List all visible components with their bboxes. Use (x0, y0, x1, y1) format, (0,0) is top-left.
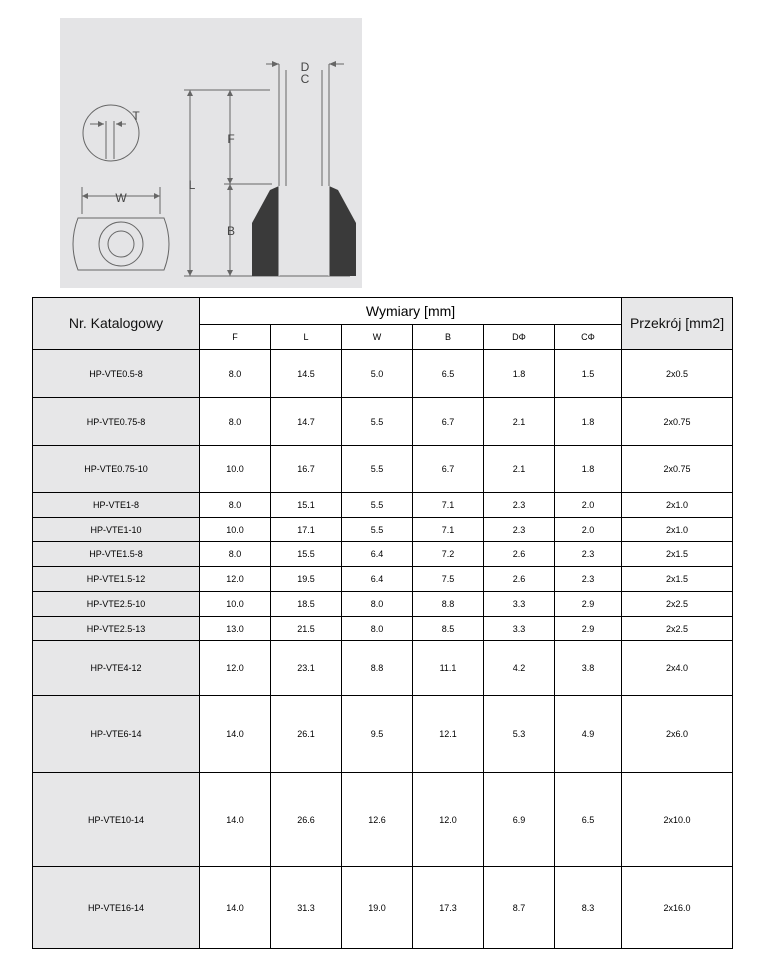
cell-l: 26.1 (271, 696, 342, 773)
t-arrowhead-right (116, 121, 122, 127)
cell-code: HP-VTE1-10 (33, 518, 200, 542)
cell-c: 1.8 (555, 446, 622, 493)
cell-l: 15.5 (271, 542, 342, 567)
f-arrowhead-bottom (227, 178, 233, 184)
cell-code: HP-VTE1-8 (33, 493, 200, 518)
cell-c: 8.3 (555, 867, 622, 949)
cell-code: HP-VTE16-14 (33, 867, 200, 949)
cell-f: 8.0 (200, 398, 271, 446)
header-dimensions: Wymiary [mm] (200, 298, 622, 325)
cell-c: 2.0 (555, 493, 622, 518)
cell-f: 8.0 (200, 493, 271, 518)
cell-d: 8.7 (484, 867, 555, 949)
cell-code: HP-VTE0.5-8 (33, 350, 200, 398)
cell-code: HP-VTE0.75-8 (33, 398, 200, 446)
header-f: F (200, 325, 271, 350)
cell-w: 5.5 (342, 446, 413, 493)
cell-c: 6.5 (555, 773, 622, 867)
cell-d: 2.3 (484, 493, 555, 518)
cell-b: 7.1 (413, 493, 484, 518)
cell-b: 12.0 (413, 773, 484, 867)
cell-section: 2x0.5 (622, 350, 733, 398)
table-row (33, 867, 733, 949)
cell-c: 1.8 (555, 398, 622, 446)
cell-b: 7.5 (413, 567, 484, 592)
cell-code: HP-VTE1.5-8 (33, 542, 200, 567)
cell-f: 10.0 (200, 446, 271, 493)
cell-w: 9.5 (342, 696, 413, 773)
cell-w: 8.8 (342, 641, 413, 696)
cell-code: HP-VTE6-14 (33, 696, 200, 773)
table-row (33, 773, 733, 867)
table-row (33, 592, 733, 617)
cell-d: 2.1 (484, 398, 555, 446)
cell-b: 12.1 (413, 696, 484, 773)
ferrule-dimension-diagram (60, 18, 362, 288)
cell-d: 6.9 (484, 773, 555, 867)
cell-section: 2x2.5 (622, 617, 733, 641)
header-l: L (271, 325, 342, 350)
cell-w: 8.0 (342, 617, 413, 641)
cell-l: 18.5 (271, 592, 342, 617)
sleeve-left (252, 186, 279, 276)
table-row (33, 518, 733, 542)
cell-d: 2.6 (484, 567, 555, 592)
cell-section: 2x0.75 (622, 446, 733, 493)
label-b: B (226, 224, 236, 238)
cell-l: 17.1 (271, 518, 342, 542)
cell-l: 15.1 (271, 493, 342, 518)
cell-f: 14.0 (200, 773, 271, 867)
label-d: D (300, 60, 310, 74)
table-row (33, 696, 733, 773)
cell-f: 8.0 (200, 350, 271, 398)
tube-cross-section-circle (83, 105, 139, 161)
drawing-lines (73, 64, 350, 276)
cell-l: 14.5 (271, 350, 342, 398)
cell-l: 16.7 (271, 446, 342, 493)
cell-c: 2.9 (555, 592, 622, 617)
ferrule-spec-table (32, 297, 733, 949)
cell-c: 2.9 (555, 617, 622, 641)
cell-code: HP-VTE0.75-10 (33, 446, 200, 493)
header-b: B (413, 325, 484, 350)
cell-f: 10.0 (200, 592, 271, 617)
w-arrowhead-right (154, 193, 160, 199)
cell-w: 19.0 (342, 867, 413, 949)
cell-code: HP-VTE1.5-12 (33, 567, 200, 592)
d-arrowhead-right (329, 61, 336, 67)
cell-d: 2.6 (484, 542, 555, 567)
cell-b: 8.5 (413, 617, 484, 641)
cell-l: 21.5 (271, 617, 342, 641)
cell-c: 4.9 (555, 696, 622, 773)
cell-d: 2.1 (484, 446, 555, 493)
table-row (33, 542, 733, 567)
f-arrowhead-top (227, 90, 233, 96)
end-view-outline (73, 218, 169, 270)
cell-w: 6.4 (342, 567, 413, 592)
cell-b: 11.1 (413, 641, 484, 696)
cell-l: 19.5 (271, 567, 342, 592)
label-w: W (115, 191, 127, 205)
table-row (33, 617, 733, 641)
header-w: W (342, 325, 413, 350)
cell-w: 6.4 (342, 542, 413, 567)
cell-b: 6.7 (413, 446, 484, 493)
cell-section: 2x16.0 (622, 867, 733, 949)
cell-section: 2x10.0 (622, 773, 733, 867)
cell-f: 8.0 (200, 542, 271, 567)
cell-c: 1.5 (555, 350, 622, 398)
cell-w: 5.0 (342, 350, 413, 398)
cell-c: 2.3 (555, 567, 622, 592)
cell-code: HP-VTE2.5-13 (33, 617, 200, 641)
cell-section: 2x1.0 (622, 493, 733, 518)
b-arrowhead-bottom (227, 270, 233, 276)
end-view-outer-circle (99, 222, 143, 266)
cell-b: 7.2 (413, 542, 484, 567)
cell-c: 3.8 (555, 641, 622, 696)
table-row (33, 398, 733, 446)
cell-w: 12.6 (342, 773, 413, 867)
cell-f: 14.0 (200, 696, 271, 773)
cell-section: 2x6.0 (622, 696, 733, 773)
table-row (33, 641, 733, 696)
cell-d: 1.8 (484, 350, 555, 398)
diagram-labels (115, 60, 309, 238)
l-arrowhead-top (187, 90, 193, 96)
header-cross-section: Przekrój [mm2] (622, 298, 733, 350)
header-c-diameter: CΦ (555, 325, 622, 350)
cell-d: 4.2 (484, 641, 555, 696)
table-row (33, 446, 733, 493)
cell-d: 5.3 (484, 696, 555, 773)
w-arrowhead-left (82, 193, 88, 199)
end-view-inner-circle (108, 231, 134, 257)
cell-f: 12.0 (200, 567, 271, 592)
l-arrowhead-bottom (187, 270, 193, 276)
cell-b: 6.5 (413, 350, 484, 398)
label-t: T (132, 109, 140, 123)
cell-w: 8.0 (342, 592, 413, 617)
label-l: L (188, 178, 196, 192)
sleeve-right (329, 186, 356, 276)
cell-w: 5.5 (342, 518, 413, 542)
cell-b: 6.7 (413, 398, 484, 446)
b-arrowhead-top (227, 184, 233, 190)
cell-section: 2x1.5 (622, 542, 733, 567)
arrowheads (82, 61, 336, 276)
cell-code: HP-VTE2.5-10 (33, 592, 200, 617)
cell-w: 5.5 (342, 493, 413, 518)
cell-f: 13.0 (200, 617, 271, 641)
cell-c: 2.0 (555, 518, 622, 542)
table-row (33, 493, 733, 518)
table-row (33, 350, 733, 398)
cell-b: 8.8 (413, 592, 484, 617)
cell-b: 7.1 (413, 518, 484, 542)
cell-section: 2x4.0 (622, 641, 733, 696)
cell-section: 2x1.0 (622, 518, 733, 542)
cell-f: 10.0 (200, 518, 271, 542)
d-arrowhead-left (272, 61, 279, 67)
cell-section: 2x0.75 (622, 398, 733, 446)
cell-f: 14.0 (200, 867, 271, 949)
cell-c: 2.3 (555, 542, 622, 567)
cell-l: 31.3 (271, 867, 342, 949)
cell-b: 17.3 (413, 867, 484, 949)
cell-f: 12.0 (200, 641, 271, 696)
header-catalog-number: Nr. Katalogowy (33, 298, 200, 350)
label-f: F (227, 132, 235, 146)
t-arrowhead-left (98, 121, 104, 127)
table-row (33, 567, 733, 592)
cell-l: 14.7 (271, 398, 342, 446)
cell-d: 3.3 (484, 617, 555, 641)
cell-code: HP-VTE10-14 (33, 773, 200, 867)
cell-w: 5.5 (342, 398, 413, 446)
cell-code: HP-VTE4-12 (33, 641, 200, 696)
cell-section: 2x1.5 (622, 567, 733, 592)
ferrule-drawing (60, 18, 362, 288)
label-c: C (300, 72, 310, 86)
cell-section: 2x2.5 (622, 592, 733, 617)
cell-d: 2.3 (484, 518, 555, 542)
header-d-diameter: DΦ (484, 325, 555, 350)
cell-d: 3.3 (484, 592, 555, 617)
cell-l: 23.1 (271, 641, 342, 696)
cell-l: 26.6 (271, 773, 342, 867)
